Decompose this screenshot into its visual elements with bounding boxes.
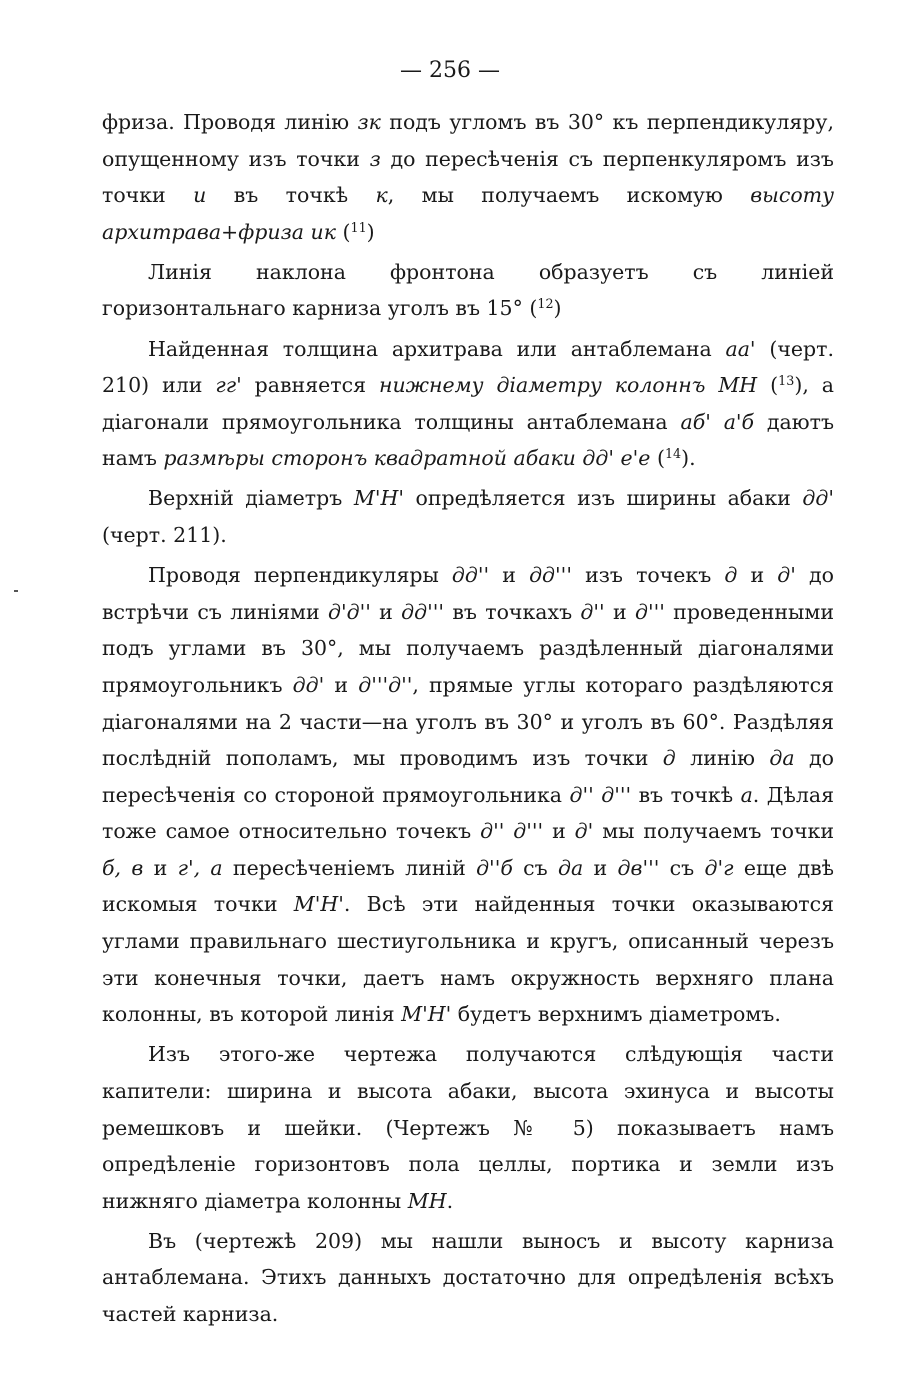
text-run: и [543, 819, 575, 844]
text-run: . [446, 1188, 454, 1213]
text-run: Изъ этого-же чертежа получаются слѣдующія части капители: ширина и высота абаки, высота эхинуса и высоты ремешковъ и шейки. (Чертежъ № 5) показываетъ намъ опредѣленіе горизонтовъ пола целлы, портика и земли изъ нижняго діаметра колонны [102, 1042, 834, 1213]
italic-term: и [193, 183, 207, 208]
italic-term: дд''' [401, 599, 445, 624]
text-run: ), а діагонали прямоугольника толщины антаблемана [102, 373, 835, 434]
italic-term: д''' [634, 599, 665, 624]
italic-term: д [662, 746, 676, 771]
text-run: Проводя перпендикуляры [148, 563, 452, 588]
text-run: , мы получаемъ искомую [387, 183, 751, 208]
text-run: . Дѣлая тоже самое относительно точекъ [102, 782, 834, 844]
text-run: (черт. 211). [102, 523, 227, 548]
text-run: до встрѣчи съ линіями [102, 563, 834, 624]
text-run: Линія наклона фронтона образуетъ съ линіей горизонтальнаго карниза уголъ въ 15° ( [102, 259, 834, 321]
text-run: въ точкахъ [444, 599, 581, 624]
text-run: опредѣляется изъ ширины абаки [403, 486, 803, 511]
italic-term: д'' д''' [480, 819, 544, 844]
italic-term: М'Н' [401, 1002, 452, 1027]
text-run: въ точкѣ [631, 782, 741, 807]
text-run: до пересѣченія со стороной прямоугольника [102, 746, 834, 807]
text-run: изъ точекъ [571, 563, 725, 588]
text-run: линію [675, 746, 770, 771]
italic-term: д'' д''' [569, 782, 632, 807]
italic-term: а [740, 782, 753, 807]
footnote-ref: 12 [537, 296, 554, 312]
italic-term: гг' [215, 373, 242, 398]
italic-term: аб' а'б [680, 409, 755, 434]
text-run: и [737, 563, 778, 588]
italic-term: да [558, 855, 584, 880]
italic-term: д' [777, 563, 796, 588]
italic-term: зк [357, 110, 381, 134]
footnote-ref: 13 [778, 373, 795, 389]
italic-term: д'г [704, 855, 734, 880]
text-run: Найденная толщина архитрава или антаблемана [148, 336, 726, 361]
text-run: фриза. Проводя линію [102, 110, 358, 134]
italic-term: дв''' [617, 855, 660, 880]
text-run: и [604, 599, 635, 624]
paragraph [102, 480, 834, 553]
text-run: (черт. 210) или [102, 336, 834, 398]
text-run: ). [681, 446, 696, 471]
italic-term: МН [407, 1188, 447, 1213]
text-run: пересѣченіемъ линій [222, 855, 477, 880]
text-run: равняется [241, 373, 379, 398]
text-run: мы получаемъ точки [593, 819, 834, 844]
italic-term: дд''' [529, 563, 572, 588]
paragraph [102, 104, 834, 250]
italic-term: д''б [476, 855, 513, 880]
italic-term: г', а [177, 855, 223, 880]
text-run: и [143, 855, 178, 880]
text-run: ) [553, 296, 562, 321]
italic-term: М'Н' [353, 486, 404, 511]
italic-term: М'Н' [293, 892, 344, 917]
text-run: ( [650, 446, 665, 471]
text-run: ( [335, 219, 351, 244]
italic-term: д'''д'' [358, 672, 413, 697]
footnote-ref: 11 [350, 219, 367, 235]
footnote-ref: 14 [664, 446, 682, 462]
text-run: будетъ верхнимъ діаметромъ. [451, 1002, 781, 1027]
italic-term: дд' [292, 672, 325, 697]
italic-term: дд' [802, 486, 834, 511]
text-run: съ [512, 855, 558, 880]
text-run: съ [659, 855, 705, 880]
text-run: . Всѣ эти найденныя точки оказываются углами правильнаго шестиугольника и кругъ, описанный черезъ эти конечныя точки, даетъ намъ окружность верхняго плана колонны, въ которой линія [102, 892, 834, 1027]
italic-term: высоту архитрава+фриза ик [102, 183, 835, 244]
page-number: — 256 — [400, 58, 500, 83]
italic-term: да [769, 746, 795, 771]
text-run: ( [757, 373, 779, 398]
paragraph [102, 254, 834, 327]
italic-term: д' [574, 819, 594, 844]
text-run: и [489, 563, 530, 588]
italic-term: аа' [725, 336, 756, 361]
italic-term: дд'' [451, 563, 490, 588]
italic-term: нижнему діаметру колоннъ МН [378, 373, 758, 398]
italic-term: д [724, 563, 738, 588]
text-run: даютъ намъ [102, 409, 834, 471]
italic-term: б, в [102, 855, 144, 880]
text-run: и [324, 672, 359, 697]
italic-term: з [369, 146, 381, 171]
italic-term: д'д'' [327, 599, 371, 624]
text-run: въ точкѣ [206, 183, 376, 208]
italic-term: д'' [580, 599, 605, 624]
italic-term: к [375, 183, 388, 208]
text-run: и [583, 855, 618, 880]
margin-speck [14, 590, 18, 592]
text-run: , прямые углы котораго раздѣляются діагоналями на 2 части—на уголъ въ 30° и уголъ въ 60°. Раздѣляя послѣдній пополамъ, мы проводимъ изъ точки [102, 672, 834, 771]
paragraph [102, 331, 834, 477]
text-run: и [370, 599, 402, 624]
body-text [102, 104, 834, 1333]
text-run: Верхній діаметръ [148, 486, 354, 511]
paragraph [102, 557, 834, 1033]
text-run: Въ (чертежѣ 209) мы нашли выносъ и высоту карниза антаблемана. Этихъ данныхъ достаточно для опредѣленія всѣхъ частей карниза. [102, 1228, 834, 1326]
paragraph [102, 1223, 834, 1333]
paragraph [102, 1036, 834, 1219]
text-run: ) [366, 219, 375, 244]
text-run: проведенными подъ углами въ 30°, мы получаемъ раздѣленный діагоналями прямоугольникъ [102, 599, 834, 697]
text-run: еще двѣ искомыя точки [102, 855, 834, 917]
text-run: подъ угломъ въ 30° къ перпендикуляру, опущенному изъ точки [102, 110, 834, 171]
italic-term: размѣры сторонъ квадратной абаки дд' е'е [163, 446, 651, 471]
text-run: до пересѣченія съ перпенкуляромъ изъ точки [102, 146, 834, 208]
